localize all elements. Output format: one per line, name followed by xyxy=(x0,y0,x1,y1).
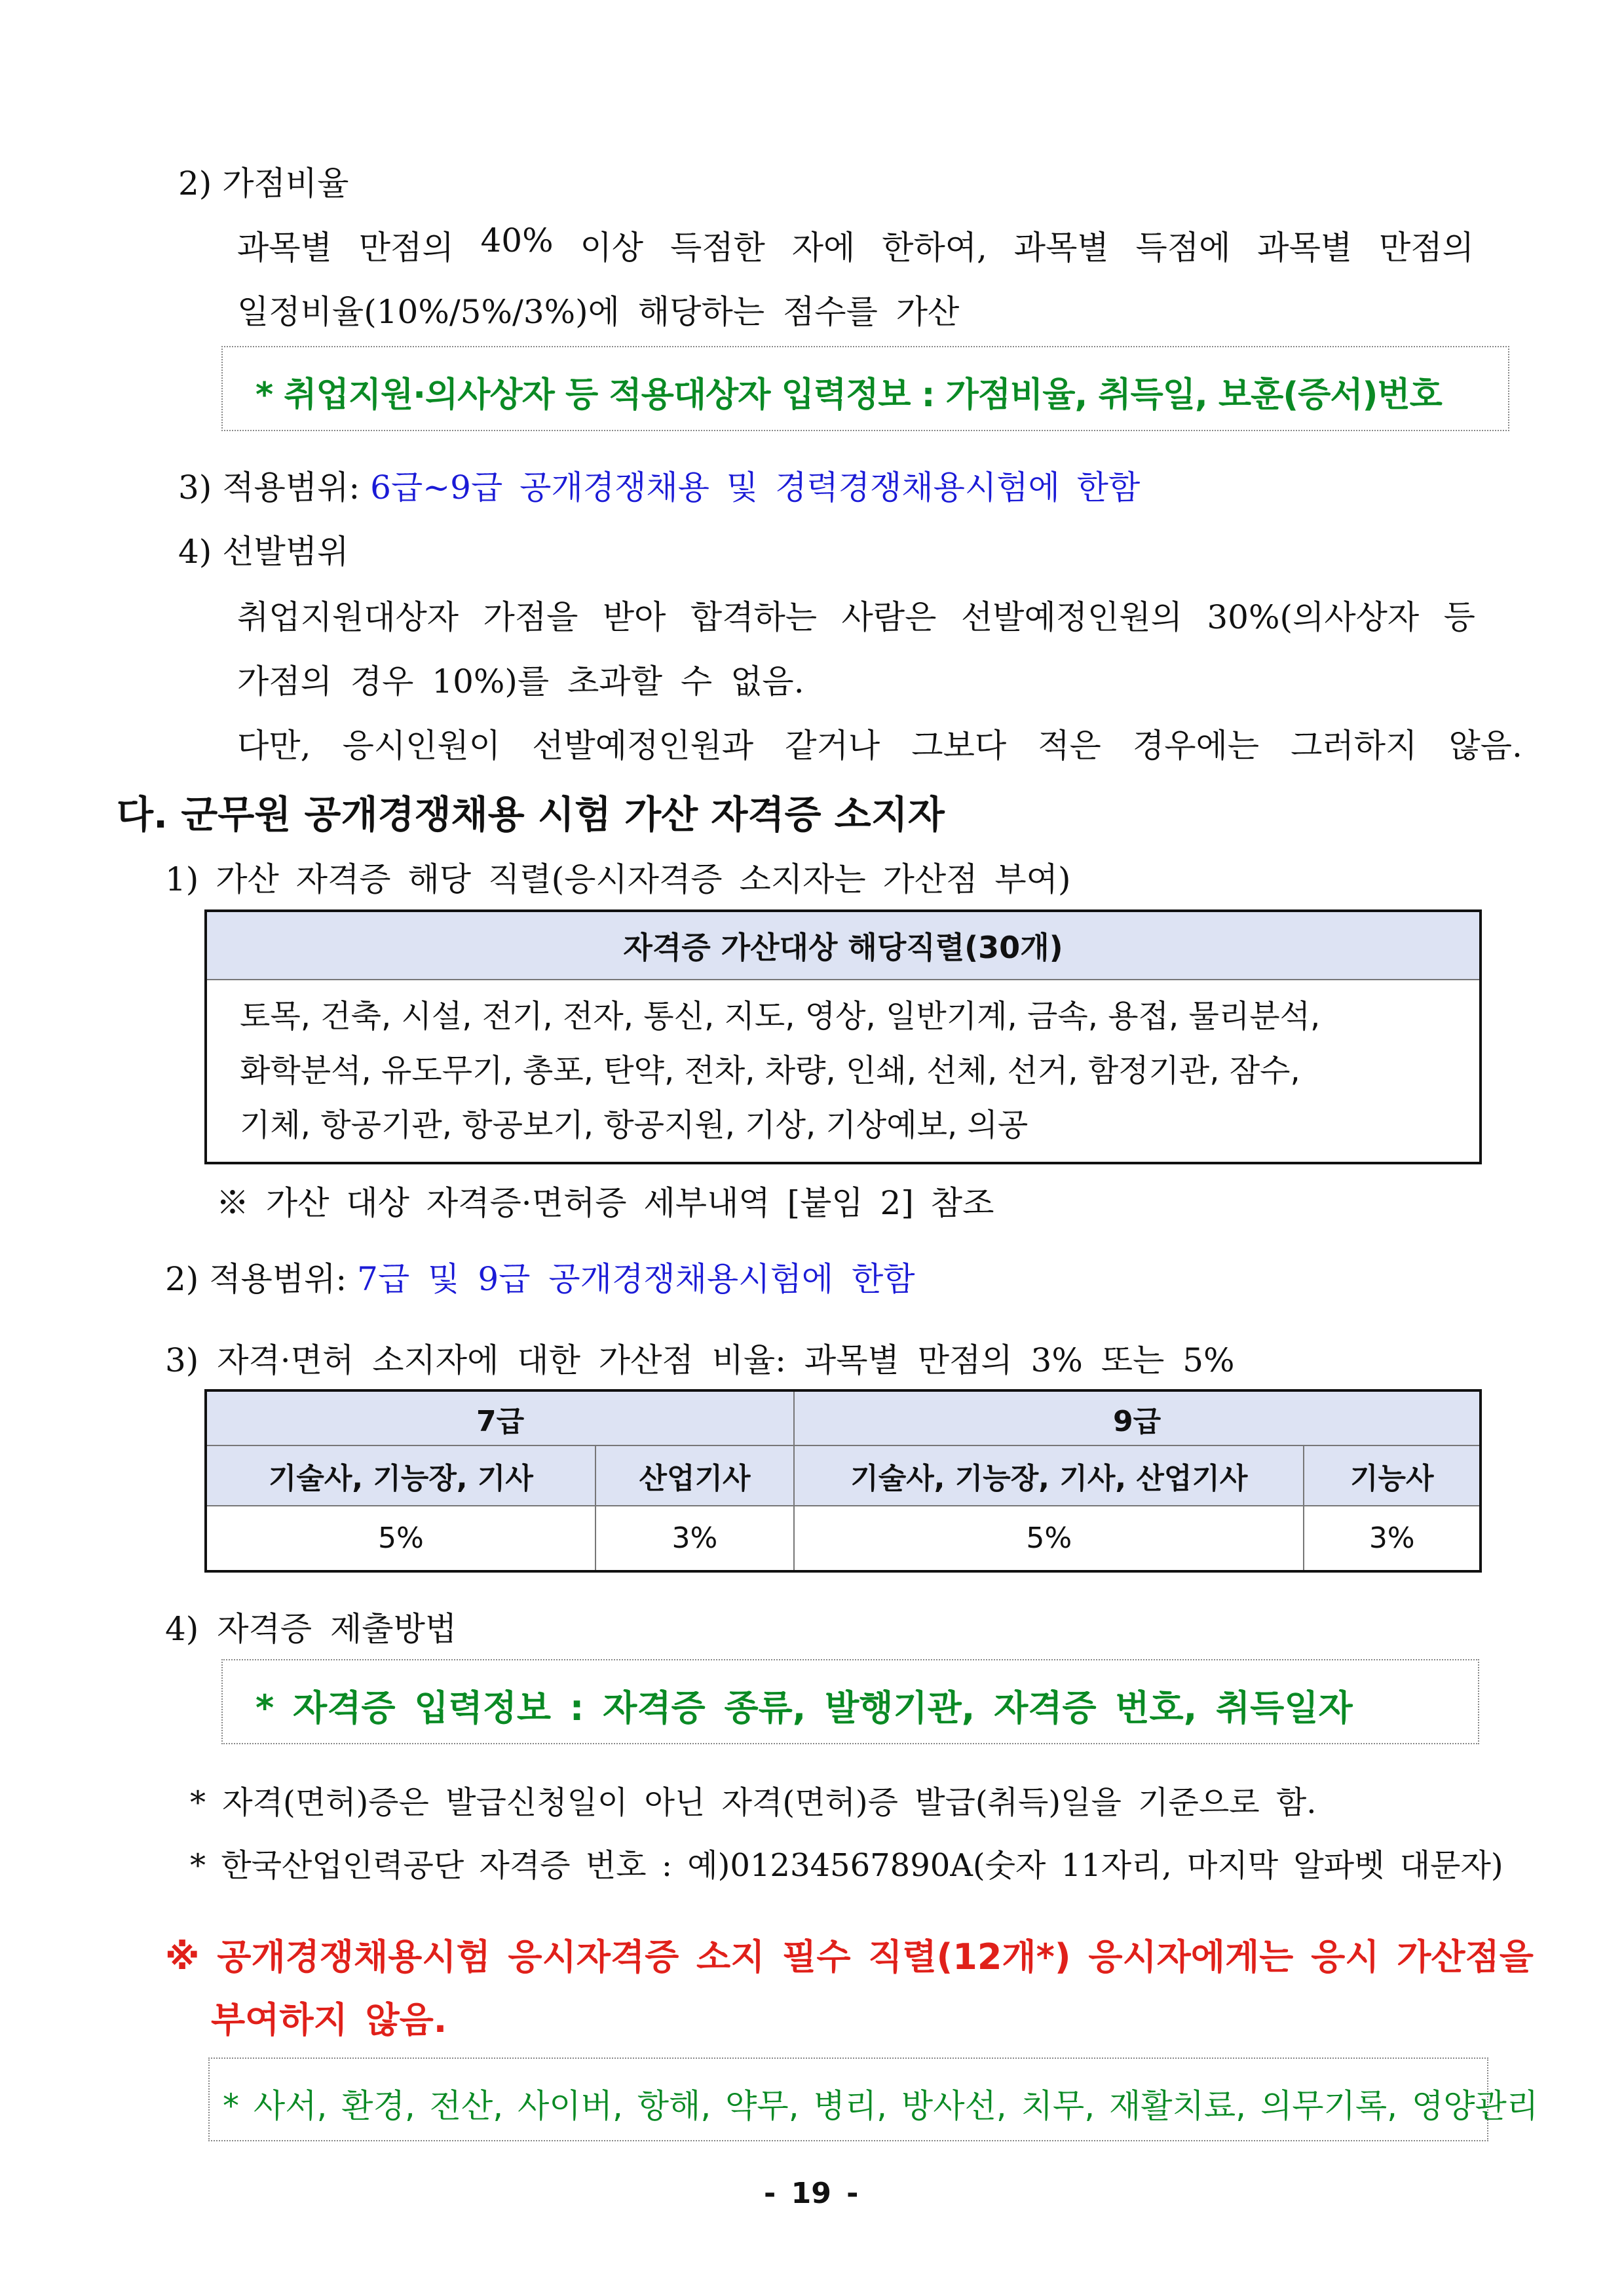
scope-value: 6급∼9급 공개경쟁채용 및 경력경쟁채용시험에 한함 xyxy=(370,469,1141,507)
word: 과목별 xyxy=(1257,229,1353,267)
word: 경우에는 xyxy=(1132,727,1260,765)
warning-line2: 부여하지 않음. xyxy=(211,1999,447,2040)
heading-selection-range: 4) 선발범위 xyxy=(178,533,349,571)
scope-row-2 xyxy=(165,1253,915,1300)
heading-bonus-ratio: 2) 가점비율 xyxy=(178,164,349,202)
word: 등 xyxy=(1443,598,1475,636)
word: 선발예정인원과 xyxy=(532,727,754,765)
rate-value: 3% xyxy=(595,1506,794,1571)
subheader-cert: 기술사, 기능장, 기사 xyxy=(206,1445,595,1506)
grade-7-header: 7급 xyxy=(206,1390,794,1445)
word: 득점한 xyxy=(670,229,765,267)
bonus-rate-table xyxy=(204,1389,1482,1573)
item-bonus-cert-series: 1) 가산 자격증 해당 직렬(응시자격증 소지자는 가산점 부여) xyxy=(165,860,1071,898)
rate-value: 5% xyxy=(794,1506,1304,1571)
selection-range-line2: 가점의 경우 10%)를 초과할 수 없음. xyxy=(237,662,804,700)
bonus-ratio-line2: 일정비율(10%/5%/3%)에 해당하는 점수를 가산 xyxy=(237,293,960,331)
word: 그보다 xyxy=(911,727,1007,765)
word: 득점에 xyxy=(1135,229,1231,267)
cert-series-table-body xyxy=(206,980,1481,1163)
word: 만점의 xyxy=(1379,229,1474,267)
word: 선발예정인원의 xyxy=(960,598,1182,636)
note-issue-date: * 자격(면허)증은 발급신청일이 아닌 자격(면허)증 발급(취득)일을 기준으로 함. xyxy=(190,1784,1317,1821)
required-series-box xyxy=(208,2057,1539,2141)
cert-series-line: 화학분석, 유도무기, 총포, 탄약, 전차, 차량, 인쇄, 선체, 선거, 함정기관, 잠수, xyxy=(240,1052,1300,1089)
word: 가점을 xyxy=(483,598,578,636)
word: 응시인원이 xyxy=(342,727,501,765)
scope-label-2: 2) 적용범위: xyxy=(165,1260,347,1298)
word: 자에 xyxy=(791,229,856,267)
scope-row xyxy=(178,461,1140,508)
warning-line1: ※ 공개경쟁채용시험 응시자격증 소지 필수 직렬(12개*) 응시자에게는 응시 가산점을 xyxy=(165,1936,1534,1978)
word: 합격하는 xyxy=(690,598,818,636)
word: 그러하지 xyxy=(1291,727,1418,765)
item-submission-method: 4) 자격증 제출방법 xyxy=(165,1610,457,1648)
subheader-cert: 기술사, 기능장, 기사, 산업기사 xyxy=(794,1445,1304,1506)
scope-value-2: 7급 및 9급 공개경쟁채용시험에 한함 xyxy=(357,1260,915,1298)
word: 않음. xyxy=(1448,727,1522,765)
selection-range-line3 xyxy=(237,719,1522,767)
cert-series-line: 기체, 항공기관, 항공보기, 항공지원, 기상, 기상예보, 의공 xyxy=(240,1107,1029,1143)
note-cert-number: * 한국산업인력공단 자격증 번호 : 예)01234567890A(숫자 11자리, 마지막 알파벳 대문자) xyxy=(190,1847,1503,1884)
subheader-cert: 기능사 xyxy=(1304,1445,1481,1506)
required-series-text: * 사서, 환경, 전산, 사이버, 항해, 약무, 병리, 방사선, 치무, 재활치료, 의무기록, 영양관리 xyxy=(223,2087,1539,2125)
word: 과목별 xyxy=(237,229,332,267)
page-number: - 19 - xyxy=(764,2177,859,2210)
grade-9-header: 9급 xyxy=(794,1390,1481,1445)
input-info-box-veterans xyxy=(221,346,1509,431)
input-info-box-cert xyxy=(221,1659,1479,1744)
cert-series-table-header: 자격증 가산대상 해당직렬(30개) xyxy=(206,911,1481,980)
word: 취업지원대상자 xyxy=(237,598,459,636)
word: 사람은 xyxy=(841,598,937,636)
input-info-cert-text: * 자격증 입력정보 : 자격증 종류, 발행기관, 자격증 번호, 취득일자 xyxy=(255,1687,1353,1729)
word: 적은 xyxy=(1038,727,1101,765)
cert-series-table xyxy=(204,909,1482,1164)
word: 만점의 xyxy=(358,229,454,267)
subheader-cert: 산업기사 xyxy=(595,1445,794,1506)
word: 다만, xyxy=(237,727,311,765)
word: 30%(의사상자 xyxy=(1207,598,1420,636)
section-title-military: 다. 군무원 공개경쟁채용 시험 가산 자격증 소지자 xyxy=(117,792,945,837)
note-cert-details: ※ 가산 대상 자격증·면허증 세부내역 [붙임 2] 참조 xyxy=(216,1184,994,1222)
item-bonus-rate: 3) 자격·면허 소지자에 대한 가산점 비율: 과목별 만점의 3% 또는 5% xyxy=(165,1341,1235,1379)
word: 40% xyxy=(480,221,554,259)
word: 과목별 xyxy=(1013,229,1109,267)
scope-label: 3) 적용범위: xyxy=(178,469,360,507)
word: 한하여, xyxy=(882,229,987,267)
input-info-veterans-text: * 취업지원·의사상자 등 적용대상자 입력정보 : 가점비율, 취득일, 보훈(증서)번호 xyxy=(255,375,1442,415)
cert-series-line: 토목, 건축, 시설, 전기, 전자, 통신, 지도, 영상, 일반기계, 금속, 용접, 물리분석, xyxy=(240,998,1321,1035)
bonus-ratio-line1 xyxy=(237,221,1474,269)
selection-range-line1 xyxy=(237,591,1475,638)
rate-value: 3% xyxy=(1304,1506,1481,1571)
word: 받아 xyxy=(602,598,666,636)
rate-value: 5% xyxy=(206,1506,595,1571)
word: 같거나 xyxy=(785,727,880,765)
word: 이상 xyxy=(580,229,644,267)
